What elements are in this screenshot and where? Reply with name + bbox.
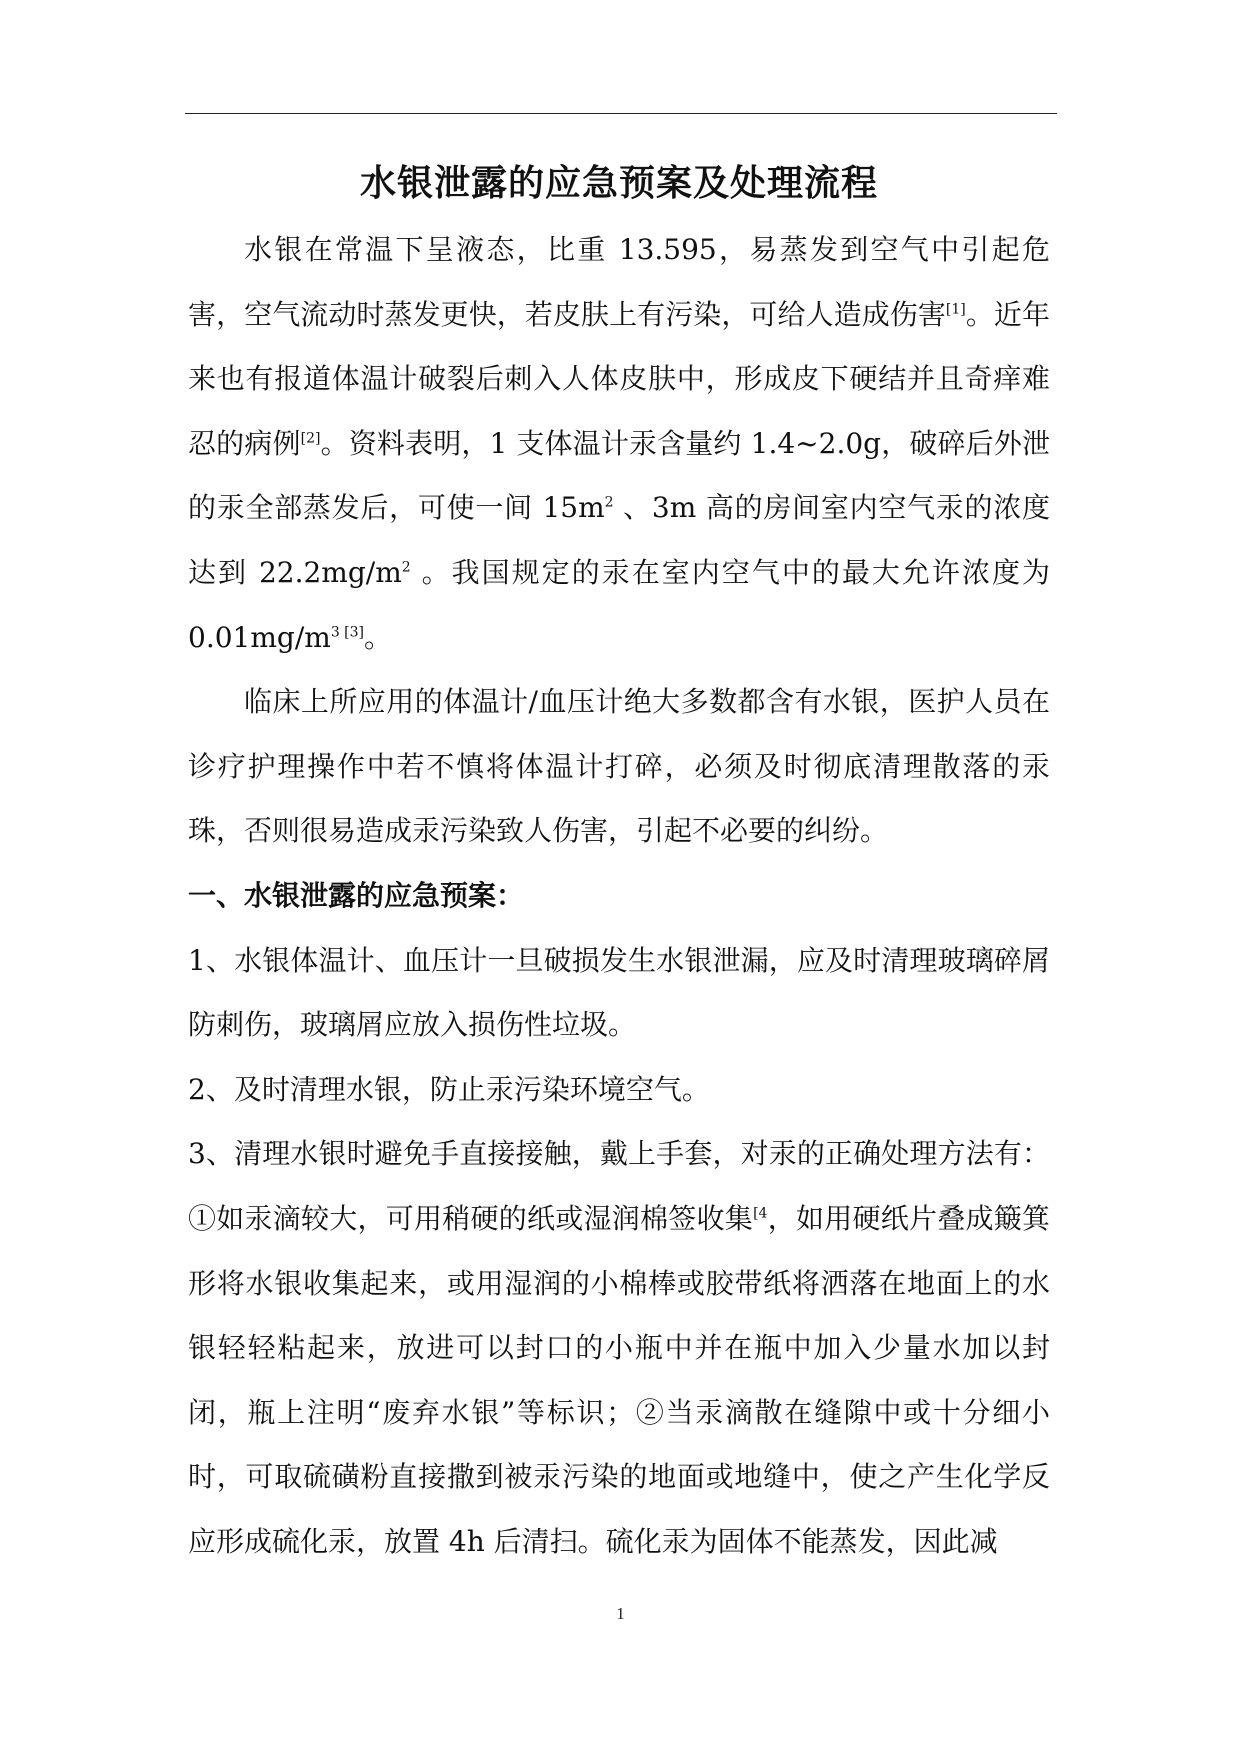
section-heading-emergency-plan: 一、水银泄露的应急预案： (188, 878, 525, 912)
page-number: 1 (616, 1604, 625, 1623)
intro-text-a: 水银在常温下呈液态，比重 13.595，易蒸发到空气中引起危害，空气流动时蒸发更快，若皮肤上有污染，可给人造成伤害 (188, 233, 1050, 331)
reference-3: [3] (339, 624, 365, 641)
list-item-2: 2、及时清理水银，防止汞污染环境空气。 (188, 1072, 710, 1106)
list-item-3-text-b: ，如用硬纸片叠成簸箕形将水银收集起来，或用湿润的小棉棒或胶带纸将洒落在地面上的水银轻轻粘起来，放进可以封口的小瓶中并在瓶中加入少量水加以封闭，瓶上注明“废弃水银”等标识；②当汞滴散在缝隙中或十分细小时，可取硫磺粉直接撒到被汞污染的地面或地缝中，使之产生化学反应形成硫化汞，放置 4h 后清扫。硫化汞为固体不能蒸发，因此减 (188, 1201, 1050, 1558)
document-title: 水银泄露的应急预案及处理流程 (359, 163, 878, 204)
reference-1: [1] (945, 301, 966, 318)
superscript-area-unit: 2 (604, 495, 614, 512)
reference-4: [4 (753, 1205, 768, 1222)
reference-2: [2] (300, 430, 321, 447)
intro-text-b: 。近年来也有报道体温计破裂后刺入人体皮肤中，形成皮下硬结并且奇痒难忍的病例 (188, 297, 1050, 460)
page-content (188, 150, 1050, 1574)
intro-paragraph-1 (188, 218, 1050, 670)
superscript-volume-unit: 3 (330, 624, 340, 641)
intro-text-f: 。 (364, 620, 393, 654)
list-item-1: 1、水银体温计、血压计一旦破损发生水银泄漏，应及时清理玻璃碎屑防刺伤，玻璃屑应放入损伤性垃圾。 (188, 943, 1050, 1042)
header-rule (185, 113, 1057, 114)
list-item-3-text-a: 3、清理水银时避免手直接接触，戴上手套，对汞的正确处理方法有：①如汞滴较大，可用稍硬的纸或湿润棉签收集 (188, 1137, 1050, 1235)
intro-text-e: 。我国规定的汞在室内空气中的最大允许浓度为 0.01mg/m (188, 555, 1050, 654)
list-item-3 (188, 1122, 1050, 1574)
superscript-concentration-unit: 2 (401, 559, 411, 576)
intro-text-d: 、3m 高的房间室内空气汞的浓度达到 22.2mg/m (188, 491, 1050, 589)
intro-text-c: 。资料表明，1 支体温计汞含量约 1.4~2.0g，破碎后外泄的汞全部蒸发后，可使一间 15m (188, 426, 1050, 525)
intro-paragraph-2: 临床上所应用的体温计/血压计绝大多数都含有水银，医护人员在诊疗护理操作中若不慎将体温计打碎，必须及时彻底清理散落的汞珠，否则很易造成汞污染致人伤害，引起不必要的纠纷。 (188, 685, 1050, 848)
